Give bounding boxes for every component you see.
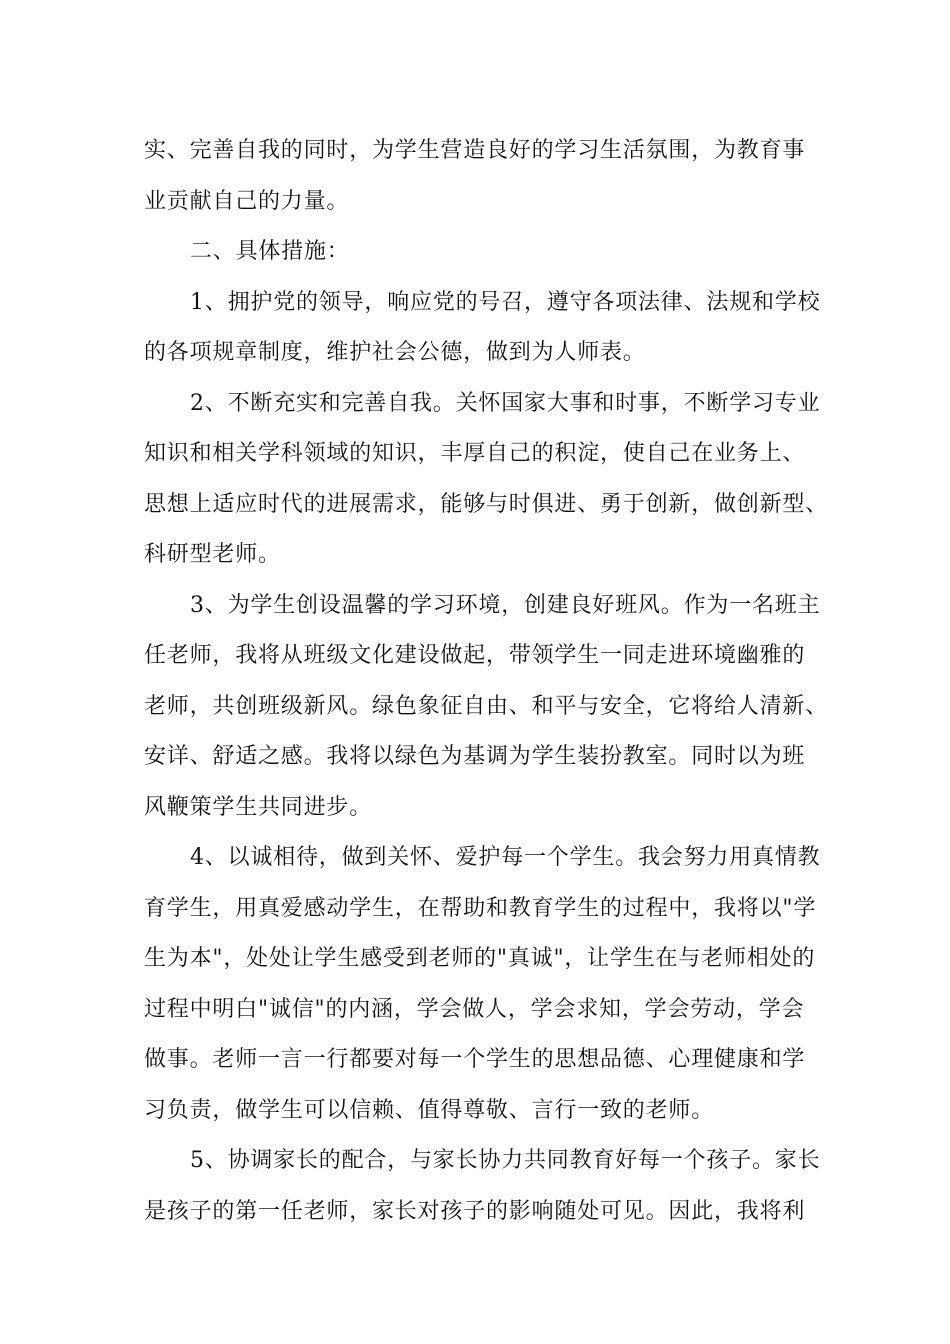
text-line: 是孩子的第一任老师，家长对孩子的影响随处可见。因此，我将利 (144, 1199, 806, 1224)
text-line: 老师，共创班级新风。绿色象征自由、和平与安全，它将给人清新、 (144, 694, 829, 719)
text-line: 的各项规章制度，维护社会公德，做到为人师表。 (144, 340, 646, 365)
text-line: 习负责，做学生可以信赖、值得尊敬、言行一致的老师。 (144, 1098, 715, 1123)
text-line: 生为本"，处处让学生感受到老师的"真诚"，让学生在与老师相处的 (144, 946, 816, 971)
text-line: 4、以诚相待，做到关怀、爱护每一个学生。我会努力用真情教 (190, 845, 821, 870)
text-line: 育学生，用真爱感动学生，在帮助和教育学生的过程中，我将以"学 (144, 896, 817, 921)
text-line: 2、不断充实和完善自我。关怀国家大事和时事，不断学习专业 (190, 391, 821, 416)
text-line: 实、完善自我的同时，为学生营造良好的学习生活氛围，为教育事 (144, 138, 806, 163)
text-line: 知识和相关学科领域的知识，丰厚自己的积淀，使自己在业务上、 (144, 441, 806, 466)
text-line: 业贡献自己的力量。 (144, 189, 350, 214)
text-line: 科研型老师。 (144, 542, 281, 567)
text-line: 过程中明白"诚信"的内涵，学会做人，学会求知，学会劳动，学会 (144, 997, 805, 1022)
text-line: 做事。老师一言一行都要对每一个学生的思想品德、心理健康和学 (144, 1047, 806, 1072)
text-line: 3、为学生创设温馨的学习环境，创建良好班风。作为一名班主 (190, 593, 821, 618)
text-line: 安详、舒适之感。我将以绿色为基调为学生装扮教室。同时以为班 (144, 744, 806, 769)
text-line: 任老师，我将从班级文化建设做起，带领学生一同走进环境幽雅的 (144, 643, 806, 668)
text-line: 5、协调家长的配合，与家长协力共同教育好每一个孩子。家长 (190, 1148, 821, 1173)
section-heading: 二、具体措施： (190, 239, 350, 264)
text-line: 1、拥护党的领导，响应党的号召，遵守各项法律、法规和学校 (190, 290, 821, 315)
text-line: 思想上适应时代的进展需求，能够与时俱进、勇于创新，做创新型、 (144, 492, 829, 517)
text-line: 风鞭策学生共同进步。 (144, 795, 373, 820)
